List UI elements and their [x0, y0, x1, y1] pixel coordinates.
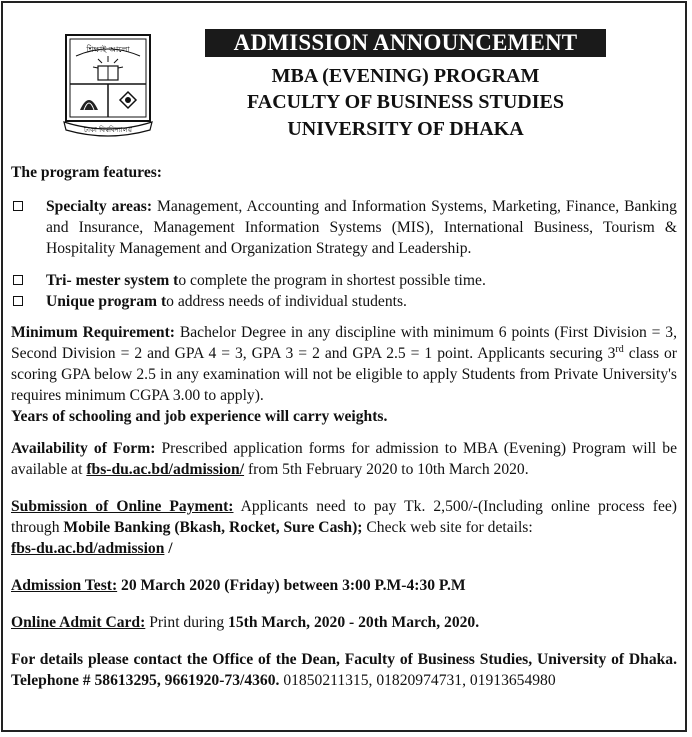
- contact-phones: 01850211315, 01820974731, 01913654980: [279, 672, 556, 689]
- admit-card: [11, 612, 677, 633]
- requirement-label: Minimum Requirement:: [11, 324, 175, 341]
- admission-test: [11, 575, 677, 596]
- announcement-title: ADMISSION ANNOUNCEMENT: [205, 29, 606, 57]
- checkbox-icon: [13, 296, 23, 306]
- features-heading: The program features:: [11, 164, 163, 181]
- admit-text: Print during: [145, 614, 229, 631]
- feature-text: Management, Accounting and Information Systems, Marketing, Finance, Banking and Insurance, Management Information Systems (MIS), International Business, Tourism & Hospitality Management and Organization Strategy and Leadership.: [46, 198, 677, 257]
- university-seal-icon: [62, 32, 154, 140]
- form-label: Availability of Form:: [11, 440, 156, 457]
- contact-text: For details please contact the Office of the Dean, Faculty of Business Studies, University of Dhaka. Telephone # 58613295, 9661920-73/4360.: [11, 651, 677, 689]
- minimum-requirement: [11, 322, 677, 406]
- notice-body: [11, 162, 677, 691]
- faculty-title: FACULTY OF BUSINESS STUDIES: [247, 91, 564, 113]
- feature-label: Tri- mester system t: [46, 272, 179, 289]
- notice-header: [0, 0, 692, 150]
- logo-bottom-text: ঢাকা বিশ্ববিদ্যালয়: [83, 126, 133, 134]
- admit-dates: 15th March, 2020 - 20th March, 2020.: [228, 614, 480, 631]
- admit-label: Online Admit Card:: [11, 614, 146, 631]
- payment-label: Submission of Online Payment:: [11, 498, 234, 515]
- feature-item-specialty: [11, 196, 677, 259]
- test-label: Admission Test:: [11, 577, 118, 594]
- feature-text: o address needs of individual students.: [166, 293, 407, 310]
- feature-item-trimester: [11, 270, 677, 291]
- requirement-text-end: class or scoring GPA below 2.5 in any examination will not be eligible to apply Students from Private University's requires minimum CGPA 3.00 to apply).: [11, 345, 677, 404]
- requirement-text: Bachelor Degree in any discipline with minimum 6 points (First Division = 3, Second Division = 2 and GPA 4 = 3, GPA 3 = 2 and GPA 2.5 = 1 point. Applicants securing 3: [11, 324, 678, 362]
- requirement-sup: rd: [615, 343, 624, 355]
- form-text: Prescribed application forms for admission to MBA (Evening) Program will be available at: [11, 440, 678, 478]
- feature-label: Specialty areas:: [46, 198, 153, 215]
- university-title: UNIVERSITY OF DHAKA: [287, 118, 524, 140]
- checkbox-icon: [13, 201, 23, 211]
- payment-slash: /: [164, 540, 173, 557]
- checkbox-icon: [13, 275, 23, 285]
- feature-item-unique: [11, 291, 677, 312]
- form-availability: [11, 438, 677, 480]
- payment-details: Check web site for details:: [362, 519, 533, 536]
- admission-link[interactable]: fbs-du.ac.bd/admission/: [86, 461, 245, 478]
- weights-note: Years of schooling and job experience will carry weights.: [11, 408, 388, 425]
- payment-link[interactable]: fbs-du.ac.bd/admission: [11, 540, 165, 557]
- contact-info: [11, 649, 677, 691]
- form-dates: from 5th February 2020 to 10th March 2020.: [244, 461, 529, 478]
- online-payment: [11, 496, 677, 559]
- logo-top-text: শিক্ষাই আলো: [86, 45, 130, 54]
- payment-text: Applicants need to pay Tk. 2,500/-(Including online process fee) through: [11, 498, 677, 536]
- feature-label: Unique program t: [46, 293, 167, 310]
- test-text: 20 March 2020 (Friday) between 3:00 P.M-4:30 P.M: [117, 577, 466, 594]
- payment-methods: Mobile Banking (Bkash, Rocket, Sure Cash);: [63, 519, 363, 536]
- feature-text: o complete the program in shortest possible time.: [178, 272, 486, 289]
- program-title: MBA (EVENING) PROGRAM: [271, 65, 540, 87]
